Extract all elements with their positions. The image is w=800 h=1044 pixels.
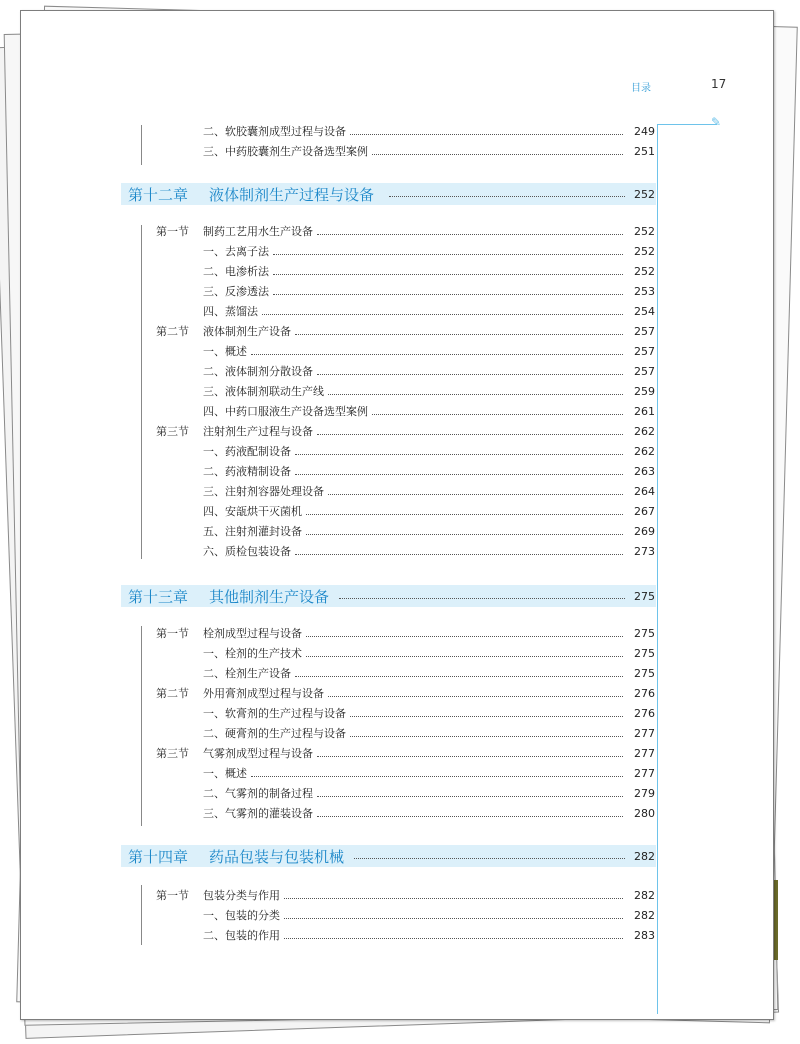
leader-dots [372,414,623,415]
leader-dots [295,454,623,455]
entry-title: 一、栓剂的生产技术 [203,647,302,660]
section-label: 第二节 [156,687,189,700]
entry-title: 二、药液精制设备 [203,465,291,478]
pen-icon: ✎ [711,115,722,129]
leader-dots [273,274,623,275]
entry-page: 261 [634,404,655,418]
entry-title: 四、安瓿烘干灭菌机 [203,505,302,518]
entry-page: 277 [634,726,655,740]
leader-dots [306,656,623,657]
section-bar [141,225,142,559]
entry-title: 一、药液配制设备 [203,445,291,458]
section-label: 第三节 [156,747,189,760]
leader-dots [317,756,623,757]
leader-dots [354,858,625,859]
entry-title: 液体制剂生产设备 [203,325,291,338]
chapter-title: 液体制剂生产过程与设备 [209,185,375,204]
page-number: 17 [711,77,727,91]
entry-title: 气雾剂成型过程与设备 [203,747,313,760]
entry-page: 262 [634,444,655,458]
leader-dots [251,354,623,355]
leader-dots [339,598,625,599]
section-label: 第一节 [156,627,189,640]
chapter-title: 其他制剂生产设备 [209,587,330,606]
leader-dots [306,514,623,515]
entry-title: 一、软膏剂的生产过程与设备 [203,707,346,720]
leader-dots [306,534,623,535]
entry-title: 一、概述 [203,767,247,780]
chapter-page: 282 [634,849,655,863]
leader-dots [306,636,623,637]
leader-dots [328,394,623,395]
entry-title: 二、软胶囊剂成型过程与设备 [203,125,346,138]
chapter-page: 252 [634,187,655,201]
entry-title: 二、液体制剂分散设备 [203,365,313,378]
running-header-title: 目录 [631,83,651,94]
entry-title: 二、电渗析法 [203,265,269,278]
chapter-number: 第十四章 [128,847,189,866]
entry-page: 257 [634,344,655,358]
entry-page: 257 [634,324,655,338]
entry-page: 277 [634,766,655,780]
entry-title: 三、中药胶囊剂生产设备选型案例 [203,145,368,158]
entry-title: 栓剂成型过程与设备 [203,627,302,640]
entry-title: 三、注射剂容器处理设备 [203,485,324,498]
leader-dots [284,918,623,919]
entry-page: 275 [634,626,655,640]
entry-title: 二、栓剂生产设备 [203,667,291,680]
entry-title: 三、反渗透法 [203,285,269,298]
leader-dots [389,196,625,197]
leader-dots [295,554,623,555]
entry-title: 外用膏剂成型过程与设备 [203,687,324,700]
entry-page: 283 [634,928,655,942]
leader-dots [284,898,623,899]
leader-dots [262,314,623,315]
leader-dots [317,796,623,797]
entry-page: 279 [634,786,655,800]
leader-dots [251,776,623,777]
entry-title: 一、去离子法 [203,245,269,258]
chapter-title: 药品包装与包装机械 [209,847,345,866]
entry-page: 280 [634,806,655,820]
leader-dots [372,154,623,155]
leader-dots [317,434,623,435]
chapter-number: 第十二章 [128,185,189,204]
entry-page: 262 [634,424,655,438]
leader-dots [317,816,623,817]
chapter-page: 275 [634,589,655,603]
leader-dots [273,254,623,255]
entry-title: 三、液体制剂联动生产线 [203,385,324,398]
section-label: 第一节 [156,889,189,902]
leader-dots [284,938,623,939]
entry-title: 一、包装的分类 [203,909,280,922]
leader-dots [350,736,623,737]
chapter-heading[interactable] [121,585,656,607]
entry-title: 四、蒸馏法 [203,305,258,318]
section-bar [141,626,142,826]
entry-page: 259 [634,384,655,398]
entry-page: 269 [634,524,655,538]
chapter-heading[interactable] [121,845,656,867]
section-label: 第二节 [156,325,189,338]
section-bar [141,885,142,945]
entry-page: 275 [634,646,655,660]
entry-page: 282 [634,908,655,922]
leader-dots [350,716,623,717]
entry-page: 252 [634,264,655,278]
leader-dots [295,676,623,677]
entry-page: 276 [634,706,655,720]
leader-dots [328,696,623,697]
leader-dots [317,234,623,235]
entry-title: 二、硬膏剂的生产过程与设备 [203,727,346,740]
toc-page [20,10,774,1020]
leader-dots [317,374,623,375]
entry-page: 257 [634,364,655,378]
entry-page: 252 [634,224,655,238]
leader-dots [295,474,623,475]
margin-rule [657,124,658,1014]
section-label: 第一节 [156,225,189,238]
leader-dots [350,134,623,135]
entry-page: 254 [634,304,655,318]
entry-title: 二、气雾剂的制备过程 [203,787,313,800]
entry-page: 263 [634,464,655,478]
entry-title: 四、中药口服液生产设备选型案例 [203,405,368,418]
chapter-number: 第十三章 [128,587,189,606]
entry-page: 253 [634,284,655,298]
entry-title: 六、质检包装设备 [203,545,291,558]
leader-dots [328,494,623,495]
section-bar [141,125,142,165]
leader-dots [273,294,623,295]
entry-page: 267 [634,504,655,518]
entry-page: 273 [634,544,655,558]
entry-title: 三、气雾剂的灌装设备 [203,807,313,820]
entry-page: 264 [634,484,655,498]
entry-page: 249 [634,124,655,138]
header-rule [657,124,717,125]
entry-page: 275 [634,666,655,680]
entry-title: 注射剂生产过程与设备 [203,425,313,438]
entry-title: 制药工艺用水生产设备 [203,225,313,238]
entry-title: 五、注射剂灌封设备 [203,525,302,538]
entry-title: 一、概述 [203,345,247,358]
entry-page: 282 [634,888,655,902]
chapter-heading[interactable] [121,183,656,205]
entry-title: 包装分类与作用 [203,889,280,902]
entry-title: 二、包装的作用 [203,929,280,942]
section-label: 第三节 [156,425,189,438]
entry-page: 276 [634,686,655,700]
entry-page: 251 [634,144,655,158]
entry-page: 277 [634,746,655,760]
leader-dots [295,334,623,335]
entry-page: 252 [634,244,655,258]
